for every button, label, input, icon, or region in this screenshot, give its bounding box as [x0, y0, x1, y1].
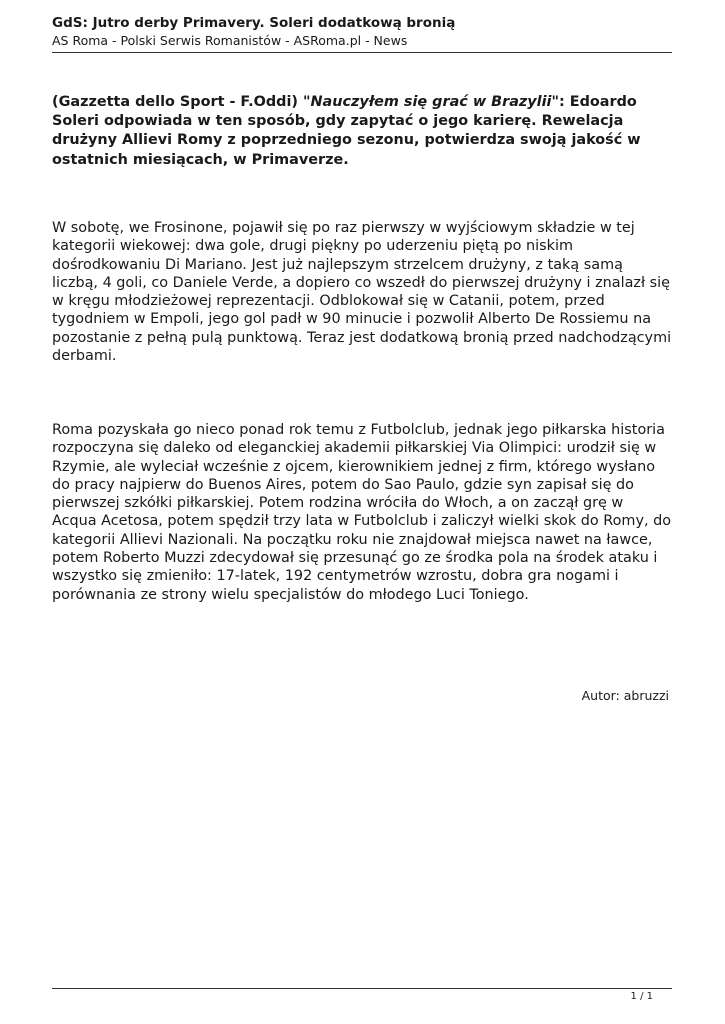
site-subtitle: AS Roma - Polski Serwis Romanistów - ASRoma.pl - News: [52, 33, 408, 48]
document-header: [52, 14, 672, 49]
header-divider: [52, 52, 672, 53]
article-paragraph-1: W sobotę, we Frosinone, pojawił się po raz pierwszy w wyjściowym składzie w tej kategorii wiekowej: dwa gole, drugi piękny po uderzeniu piętą po niskim dośrodkowaniu Di Mariano. Jest już najlepszym strzelcem drużyny, z taką samą liczbą, 4 goli, co Daniele Verde, a dopiero co wszedł do pierwszej drużyny i znalazł się w kręgu młodzieżowej reprezentacji. Odblokował się w Catanii, potem, przed tygodniem w Empoli, jego gol padł w 90 minucie i pozwolił Alberto De Rossiemu na pozostanie z pełną pulą punktową. Teraz jest dodatkową bronią przed nadchodzącymi derbami.: [52, 220, 672, 365]
article-lead: [52, 93, 672, 170]
article-paragraph-2: Roma pozyskała go nieco ponad rok temu z Futbolclub, jednak jego piłkarska historia rozpoczyna się daleko od eleganckiej akademii piłkarskiej Via Olimpici: urodził się w Rzymie, ale wyleciał wcześnie z ojcem, kierownikiem jednej z firm, którego wysłano do pracy najpierw do Buenos Aires, potem do Sao Paulo, gdzie syn zapisał się do pierwszej szkółki piłkarskiej. Potem rodzina wróciła do Włoch, a on zaczął grę w Acqua Acetosa, potem spędził trzy lata w Futbolclub i zaliczył wielki skok do Romy, do kategorii Allievi Nazionali. Na początku roku nie znajdował miejsca nawet na ławce, potem Roberto Muzzi zdecydował się przesunąć go ze środka pola na środek ataku i wszystko się zmieniło: 17-latek, 192 centymetrów wzrostu, dobra gra nogami i porównania ze strony wielu specjalistów do młodego Luci Toniego.: [52, 422, 672, 603]
page-number: 1 / 1: [630, 991, 653, 1002]
article-title: GdS: Jutro derby Primavery. Soleri dodatkową bronią: [52, 15, 456, 31]
lead-quote: Nauczyłem się grać w Brazylii: [310, 94, 552, 110]
lead-prefix: (Gazzetta dello Sport - F.Oddi) ": [52, 94, 311, 110]
article-author: Autor: abruzzi: [581, 688, 669, 703]
lead-suffix: ": Edoardo Soleri odpowiada w ten sposób, gdy zapytać o jego karierę. Rewelacja drużyny Allievi Romy z poprzedniego sezonu, potwierdza swoją jakość w ostatnich miesiącach, w Primaverze.: [52, 94, 641, 168]
footer-divider: [52, 988, 672, 989]
